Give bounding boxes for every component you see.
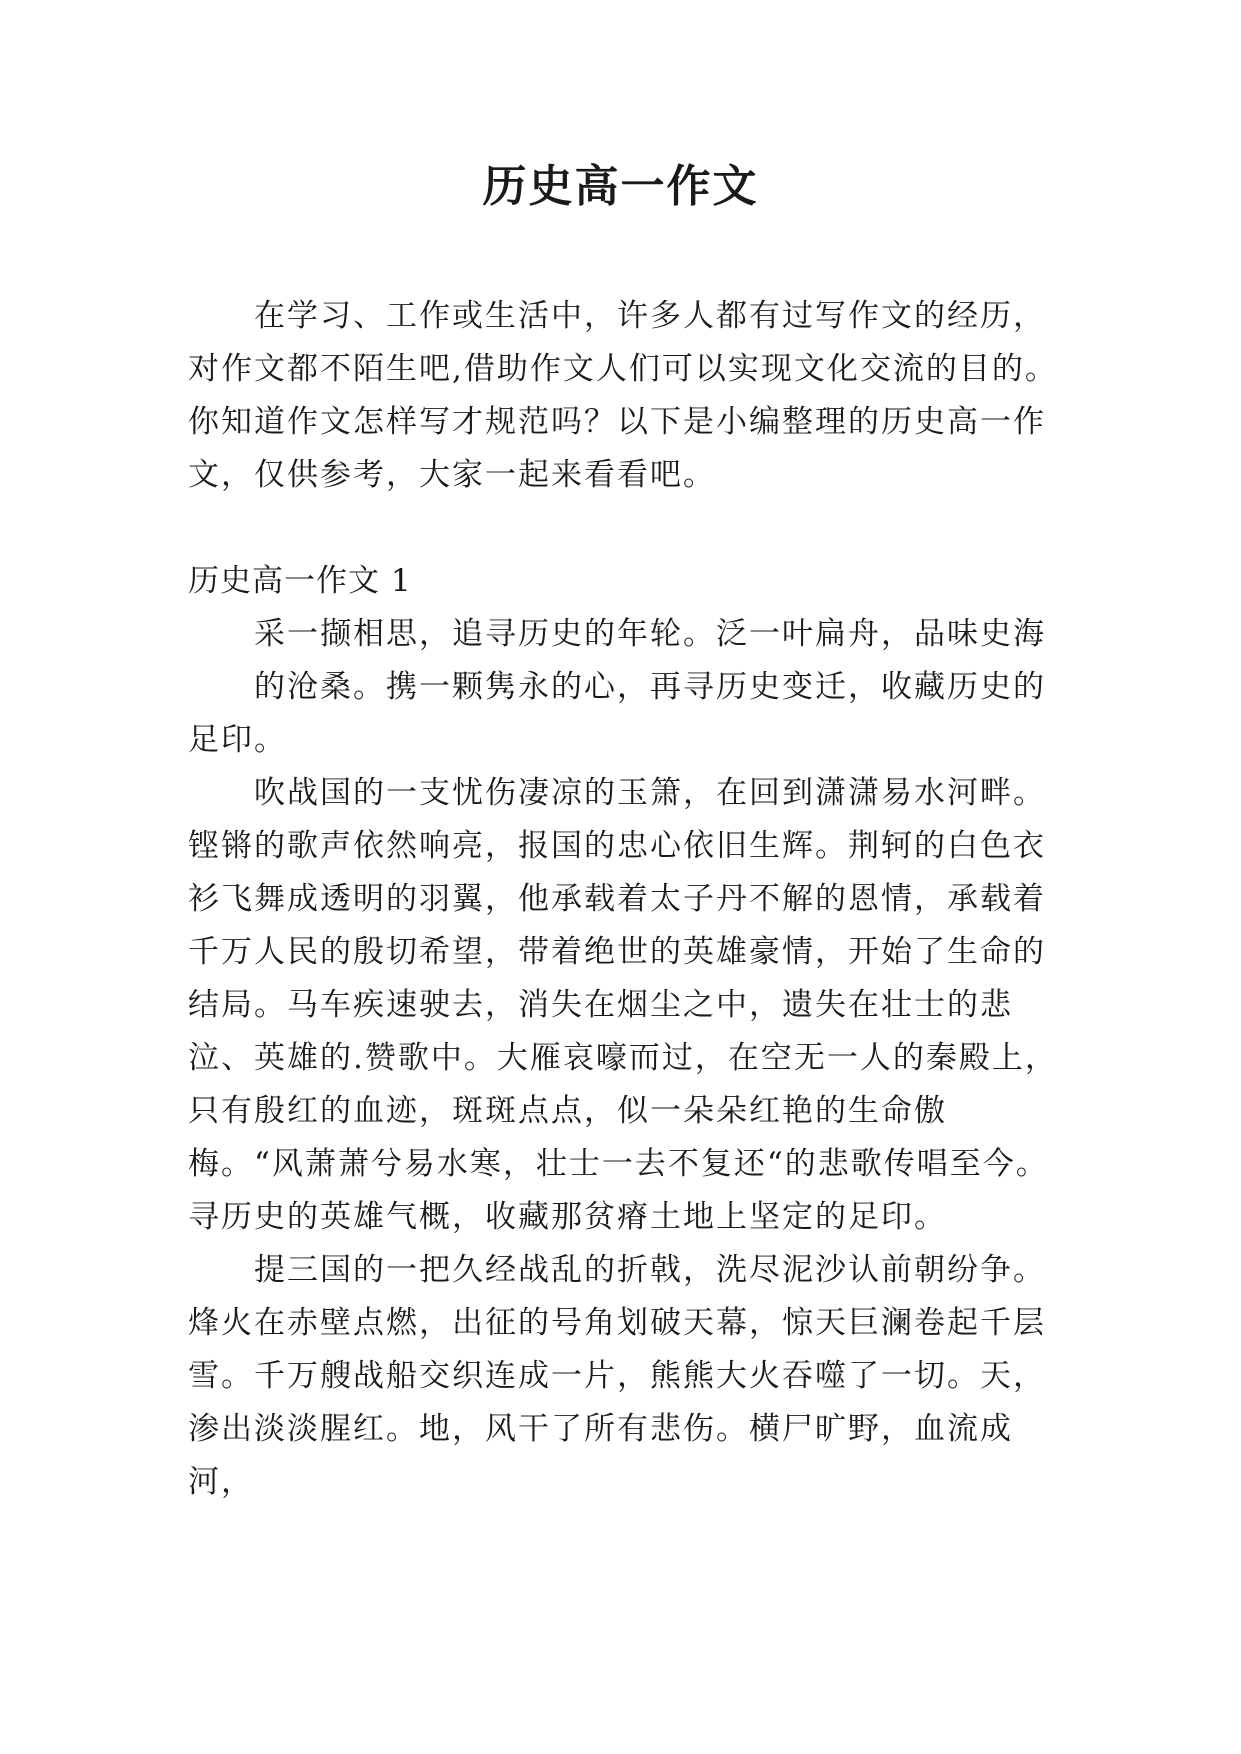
paragraph-line: 足印。 [188,722,287,758]
section1-paragraph-3: 提三国的一把久经战乱的折戟，洗尽泥沙认前朝纷争。烽火在赤壁点燃，出征的号角划破天幕，惊天巨澜卷起千层雪。千万艘战船交织连成一片，熊熊大火吞噬了一切。天，渗出淡淡腥红。地，风干了所有悲伤。横尸旷野，血流成河， [188,1252,1046,1500]
paragraph-line: 的沧桑。携一颗隽永的心，再寻历史变迁，收藏历史的 [254,669,1046,705]
intro-paragraph: 在学习、工作或生活中，许多人都有过写作文的经历，对作文都不陌生吧,借助作文人们可以实现文化交流的目的。你知道作文怎样写才规范吗？以下是小编整理的历史高一作文，仅供参考，大家一起来看看吧。 [188,298,1058,493]
document-body [188,290,1063,1509]
page-title: 历史高一作文 [482,161,759,212]
section-heading: 历史高一作文 1 [188,563,412,599]
section1-paragraph-2: 吹战国的一支忧伤凄凉的玉箫，在回到潇潇易水河畔。铿锵的歌声依然响亮，报国的忠心依旧生辉。荆轲的白色衣衫飞舞成透明的羽翼，他承载着太子丹不解的恩情，承载着千万人民的殷切希望，带着绝世的英雄豪情，开始了生命的结局。马车疾速驶去，消失在烟尘之中，遗失在壮士的悲泣、英雄的.赞歌中。大雁哀嚎而过，在空无一人的秦殿上，只有殷红的血迹，斑斑点点，似一朵朵红艳的生命傲梅。“风萧萧兮易水寒，壮士一去不复还“的悲歌传唱至今。寻历史的英雄气概，收藏那贫瘠土地上坚定的足印。 [188,775,1058,1235]
section1-paragraph-1 [188,608,1063,767]
paragraph-line: 采一撷相思，追寻历史的年轮。泛一叶扁舟，品味史海 [254,616,1046,652]
